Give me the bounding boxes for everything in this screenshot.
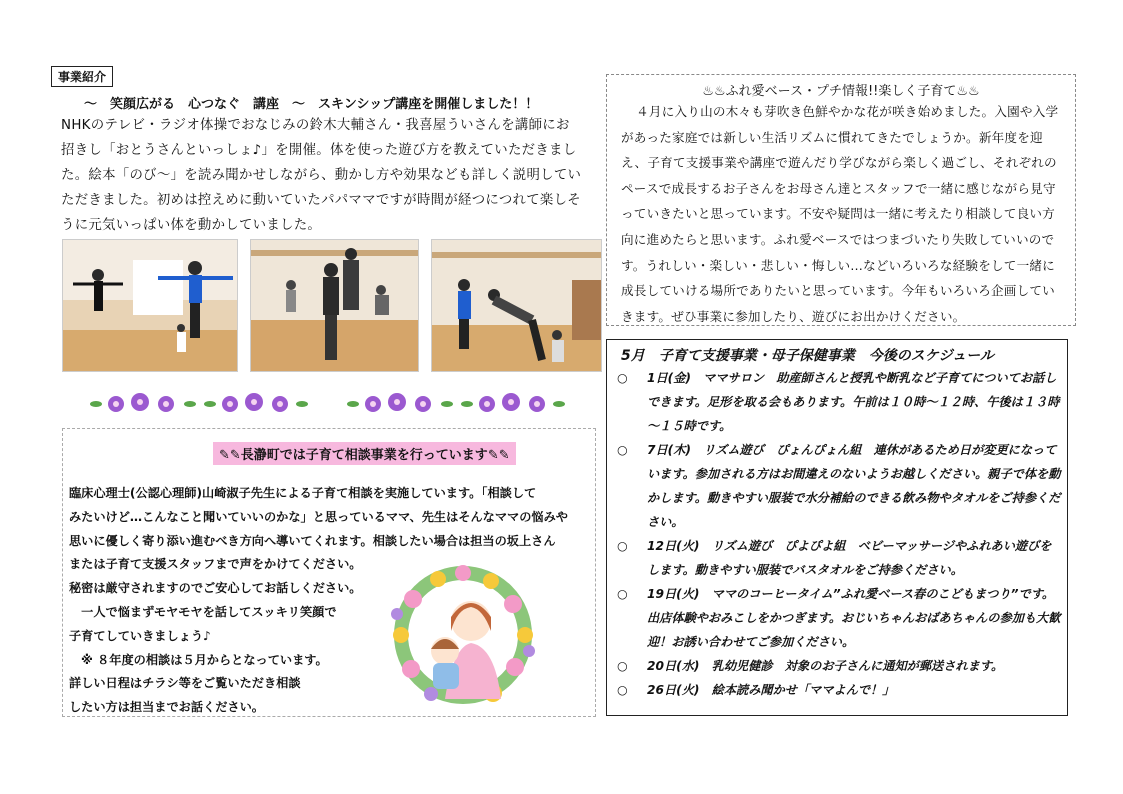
consult-line: 思いに優しく寄り添い進むべき方向へ導いてくれます。相談したい場合は担当の坂上さん bbox=[69, 533, 556, 548]
circle-bullet-icon: ○ bbox=[617, 539, 628, 553]
consult-line: または子育て支援スタッフまで声をかけてください。 bbox=[69, 557, 362, 572]
info-box bbox=[606, 74, 1076, 326]
schedule-item-text: 26日(火) 絵本読み聞かせ「ママよんで！」 bbox=[647, 683, 895, 697]
consultation-box bbox=[62, 428, 596, 717]
photo-parents-dancing bbox=[250, 239, 419, 372]
schedule-item-text: 1日(金) ママサロン 助産師さんと授乳や断乳など子育てについてお話しできます。足形を取る会もあります。午前は１０時～１２時、午後は１３時～１５時です。 bbox=[647, 371, 1060, 433]
photo-stretching bbox=[431, 239, 602, 372]
consult-line: 臨床心理士(公認心理師)山崎淑子先生による子育て相談を実施しています。「相談して bbox=[69, 486, 537, 500]
schedule-item bbox=[617, 534, 1063, 582]
consultation-title-text: 長瀞町では子育て相談事業を行っています bbox=[240, 448, 488, 463]
schedule-item bbox=[617, 582, 1063, 654]
consult-line: みたいけど…こんなこと聞いていいのかな」と思っているママ、先生はそんなママの悩みや bbox=[69, 509, 568, 524]
pencil-icon: ✎✎ bbox=[487, 448, 510, 463]
consult-line: 子育てしていきましょう♪ bbox=[69, 628, 211, 643]
cupcake-icon: ♨♨ bbox=[956, 84, 980, 99]
info-body: ４月に入り山の木々も芽吹き色鮮やかな花が咲き始めました。入園や入学があった家庭では新しい生活リズムに慣れてきたでしょうか。新年度を迎え、子育て支援事業や講座で遊んだり学びながら楽しく過ごし、それぞれのペースで成長するお子さんをお母さん達とスタッフで一緒に感じながら見守っていきたいと思っています。不安や疑問は一緒に考えたり相談して良い方向に進めたらと思います。ふれ愛ベースではつまづいたり失敗していいのです。うれしい・楽しい・悲しい・悔しい…などいろいろな経験をして一緒に成長していける場所でありたいと思っています。今年もいろいろ企画していきます。ぜひ事業に参加したり、遊びにお出かけください。 bbox=[621, 104, 1059, 324]
circle-bullet-icon: ○ bbox=[617, 587, 628, 601]
circle-bullet-icon: ○ bbox=[617, 443, 628, 457]
circle-bullet-icon: ○ bbox=[617, 683, 628, 697]
consult-line: したい方は担当までお話ください。 bbox=[69, 700, 264, 715]
schedule-item-text: 20日(水) 乳幼児健診 対象のお子さんに通知が郵送されます。 bbox=[647, 659, 1004, 673]
section-label: 事業紹介 bbox=[51, 66, 113, 87]
consult-line: 秘密は厳守されますのでご安心してお話しください。 bbox=[69, 581, 362, 596]
circle-bullet-icon: ○ bbox=[617, 659, 628, 673]
schedule-box bbox=[606, 339, 1068, 716]
schedule-list bbox=[617, 366, 1063, 702]
circle-bullet-icon: ○ bbox=[617, 371, 628, 385]
consult-line: ※ ８年度の相談は５月からとなっています。 bbox=[81, 652, 328, 667]
schedule-item bbox=[617, 678, 1063, 702]
schedule-item-text: 19日(火) ママのコーヒータイム”ふれ愛ベース春のこどもまつり”です。出店体験やおみこしをかつぎます。おじいちゃんおばあちゃんの参加も大歓迎！お誘い合わせてご参加ください。 bbox=[647, 587, 1061, 649]
photo-instructors bbox=[62, 239, 238, 372]
intro-body: NHKのテレビ・ラジオ体操でおなじみの鈴木大輔さん・我喜屋ういさんを講師にお招きし「おとうさんといっしょ♪」を開催。体を使った遊び方を教えていただきました。絵本「のび～」を読み聞かせしながら、動かし方や効果なども詳しく説明していただきました。初めは控えめに動いていたパパママですが時間が経つにつれて楽しそうに元気いっぱい体を動かしていました。 bbox=[61, 118, 582, 233]
consult-line: 詳しい日程はチラシ等をご覧いただき相談 bbox=[69, 676, 301, 691]
flower-decoration-right bbox=[345, 390, 567, 418]
info-title bbox=[607, 80, 1075, 99]
mother-child-wreath-illustration bbox=[383, 559, 543, 711]
consult-line: 一人で悩まずモヤモヤを話してスッキリ笑顔で bbox=[69, 604, 337, 619]
cupcake-icon: ♨♨ bbox=[702, 84, 726, 99]
flower-decoration-left bbox=[88, 390, 310, 418]
schedule-item bbox=[617, 366, 1063, 438]
schedule-item bbox=[617, 438, 1063, 534]
schedule-item-text: 7日(木) リズム遊び ぴょんぴょん組 連休があるため日が変更になっています。参加される方はお間違えのないようお越しください。親子で体を動かします。動きやすい服装で水分補給のできる飲み物やタオルをご持参ください。 bbox=[647, 443, 1061, 529]
schedule-item bbox=[617, 654, 1063, 678]
schedule-title: 5月 子育て支援事業・母子保健事業 今後のスケジュール bbox=[621, 348, 994, 364]
consultation-title bbox=[213, 442, 516, 465]
schedule-item-text: 12日(火) リズム遊び ぴよぴよ組 ベビーマッサージやふれあい遊びをします。動きやすい服装でバスタオルをご持参ください。 bbox=[647, 539, 1052, 577]
info-title-text: ふれ愛ベース・プチ情報!!楽しく子育て bbox=[725, 84, 957, 99]
intro-headline: ～ 笑顔広がる 心つなぐ 講座 ～ スキンシップ講座を開催しました！！ bbox=[84, 97, 539, 112]
pencil-icon: ✎✎ bbox=[219, 448, 241, 463]
